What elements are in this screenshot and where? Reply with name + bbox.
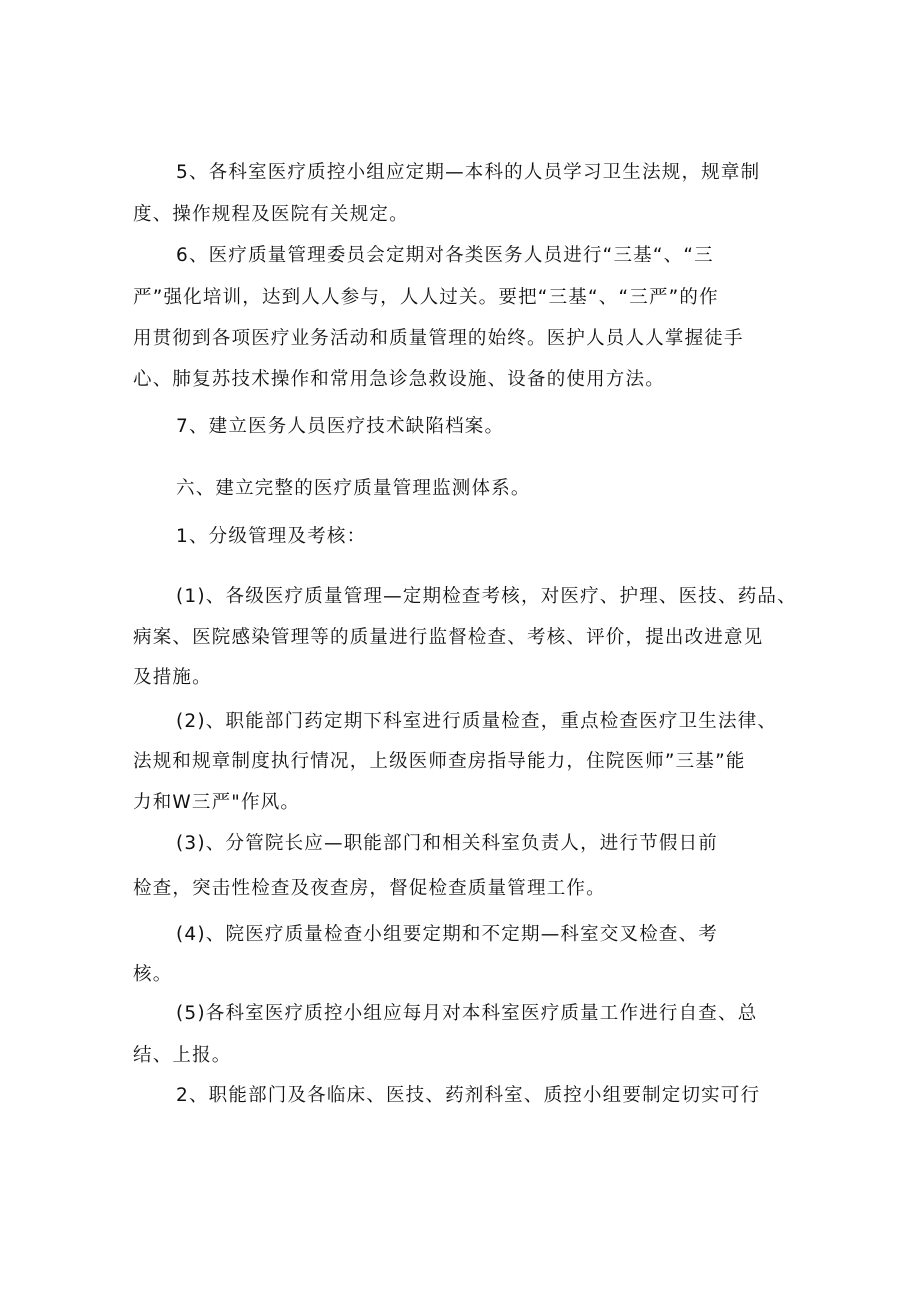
text-line: 核。 bbox=[133, 964, 173, 985]
text-line: (3)、分管院长应—职能部门和相关科室负责人，进行节假日前 bbox=[176, 833, 719, 854]
text-line: 病案、医院感染管理等的质量进行监督检查、考核、评价，提出改进意见 bbox=[133, 627, 764, 648]
text-line: 用贯彻到各项医疗业务活动和质量管理的始终。医护人员人人掌握徒手 bbox=[133, 328, 744, 349]
text-line: 检查，突击性检查及夜查房，督促检查质量管理工作。 bbox=[133, 878, 606, 899]
text-line: 法规和规章制度执行情况，上级医师查房指导能力，住院医师”三基”能 bbox=[133, 751, 746, 772]
text-line: (1)、各级医疗质量管理—定期检查考核，对医疗、护理、医技、药品、 bbox=[176, 586, 797, 607]
text-line: 心、肺复苏技术操作和常用急诊急救设施、设备的使用方法。 bbox=[133, 369, 665, 390]
text-line: 6、医疗质量管理委员会定期对各类医务人员进行“三基“、“三 bbox=[176, 245, 714, 266]
text-line: (4)、院医疗质量检查小组要定期和不定期—科室交叉检查、考 bbox=[176, 924, 719, 945]
section-heading: 六、建立完整的医疗质量管理监测体系。 bbox=[176, 478, 531, 499]
text-line: 力和W三严"作风。 bbox=[133, 792, 301, 813]
text-line: (2)、职能部门药定期下科室进行质量检查，重点检查医疗卫生法律、 bbox=[176, 711, 778, 732]
text-line: 严”强化培训，达到人人参与，人人过关。要把“三基“、“三严”的作 bbox=[133, 287, 719, 308]
text-line: (5)各科室医疗质控小组应每月对本科室医疗质量工作进行自查、总 bbox=[176, 1003, 758, 1024]
text-line: 5、各科室医疗质控小组应定期—本科的人员学习卫生法规，规章制 bbox=[176, 162, 761, 183]
text-line: 2、职能部门及各临床、医技、药剂科室、质控小组要制定切实可行 bbox=[176, 1085, 761, 1106]
text-line: 结、上报。 bbox=[133, 1045, 232, 1066]
text-line: 1、分级管理及考核： bbox=[176, 526, 367, 547]
text-line: 及措施。 bbox=[133, 667, 212, 688]
text-line: 度、操作规程及医院有关规定。 bbox=[133, 204, 409, 225]
text-line: 7、建立医务人员医疗技术缺陷档案。 bbox=[176, 416, 505, 437]
